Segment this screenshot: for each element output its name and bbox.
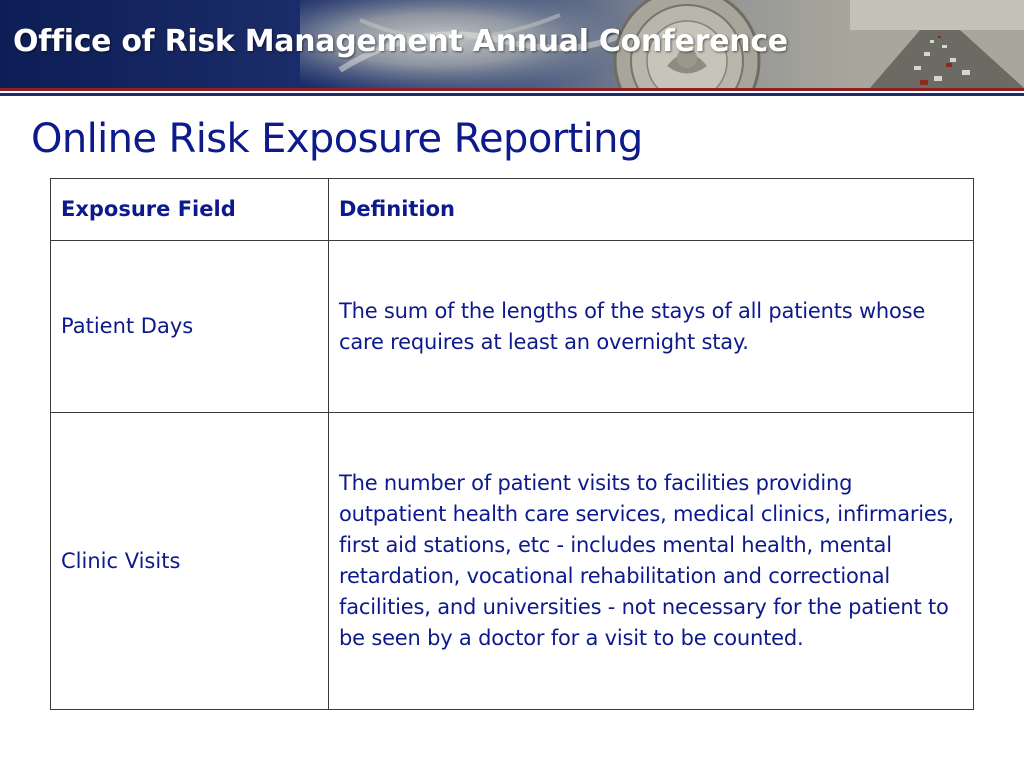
exposure-field-cell: Patient Days xyxy=(51,241,329,413)
conference-title: Office of Risk Management Annual Conference xyxy=(13,24,788,59)
definition-cell: The sum of the lengths of the stays of all patients whose care requires at least an overnight stay. xyxy=(329,241,974,413)
header-divider-navy xyxy=(0,93,1024,96)
table-row xyxy=(51,241,974,413)
table-row xyxy=(51,413,974,710)
exposure-field-cell: Clinic Visits xyxy=(51,413,329,710)
table-header-row xyxy=(51,179,974,241)
slide-title: Online Risk Exposure Reporting xyxy=(31,116,643,162)
header-banner xyxy=(0,0,1024,88)
highway-photo-image xyxy=(850,0,1024,88)
definition-cell: The number of patient visits to facilities providing outpatient health care services, medical clinics, infirmaries, first aid stations, etc - includes mental health, mental retardation, vocational rehabilitation and correctional facilities, and universities - not necessary for the patient to be seen by a doctor for a visit to be counted. xyxy=(329,413,974,710)
column-header-exposure-field: Exposure Field xyxy=(51,179,329,241)
column-header-definition: Definition xyxy=(329,179,974,241)
header-divider-red xyxy=(0,88,1024,91)
exposure-definitions-table xyxy=(50,178,974,710)
